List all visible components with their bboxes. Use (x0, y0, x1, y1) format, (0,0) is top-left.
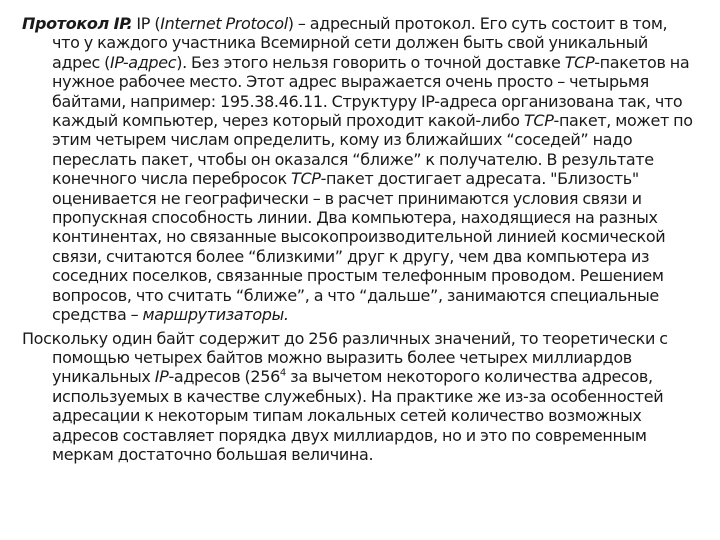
text-run: за вычетом некоторого количества адресов, используемых в качестве служебных). На практике же из-за особенностей адресации к некоторым типам локальных сетей количество возможных адресов составляет порядка двух миллиардов, но и это по современным меркам достаточно большая величина. (52, 367, 664, 464)
text-run: -адресов (256 (168, 367, 280, 387)
paragraph-ip-protocol (22, 14, 698, 325)
italic-term: IP (154, 367, 169, 387)
italic-term: Internet Protocol (160, 14, 288, 33)
superscript-exponent: 4 (279, 367, 286, 379)
text-run: IP ( (132, 14, 161, 33)
text-run: Поскольку один байт содержит до 256 различных значений, то теоретически с помощью четырех байтов можно выразить более четырех миллиардов уникальных (22, 328, 668, 387)
ip-protocol-heading: Протокол IP. (22, 14, 133, 33)
text-run: ). Без этого нельзя говорить о точной доставке (176, 52, 565, 72)
paragraph-address-count (22, 329, 698, 465)
text-run: -пакет достигает адресата. "Близость" оценивается не географически – в расчет принимаются условия связи и пропускная способность линии. Два компьютера, находящиеся на разных континентах, но связанные высокопроизводительной линией космической связи, считаются более “близкими” друг к другу, чем два компьютера из соседних поселков, связанные простым телефонным проводом. Решением вопросов, что считать “ближе”, а что “дальше”, занимаются специальные средства – (52, 169, 666, 325)
text-run: ) – адресный протокол. Его суть состоит в том, что у каждого участника Всемирной сети должен быть свой уникальный адрес ( (52, 14, 668, 72)
italic-term: TCP (523, 111, 554, 131)
italic-term: IP-адрес (110, 52, 177, 72)
document-body (22, 14, 698, 468)
italic-term: TCP (564, 52, 595, 72)
italic-term: маршрутизаторы. (142, 305, 289, 325)
text-run: -пакетов на нужное рабочее место. Этот адрес выражается очень просто – четырьмя байтами, например: 195.38.46.11. Структуру IP-адреса организована так, что каждый компьютер, через который проходит какой-либо (52, 52, 690, 131)
text-run: -пакет, может по этим четырем числам определить, кому из ближайших “соседей” надо переслать пакет, чтобы он оказался “ближе” к получателю. В результате конечного числа переброcок (52, 111, 693, 189)
italic-term: TCP (291, 169, 321, 189)
